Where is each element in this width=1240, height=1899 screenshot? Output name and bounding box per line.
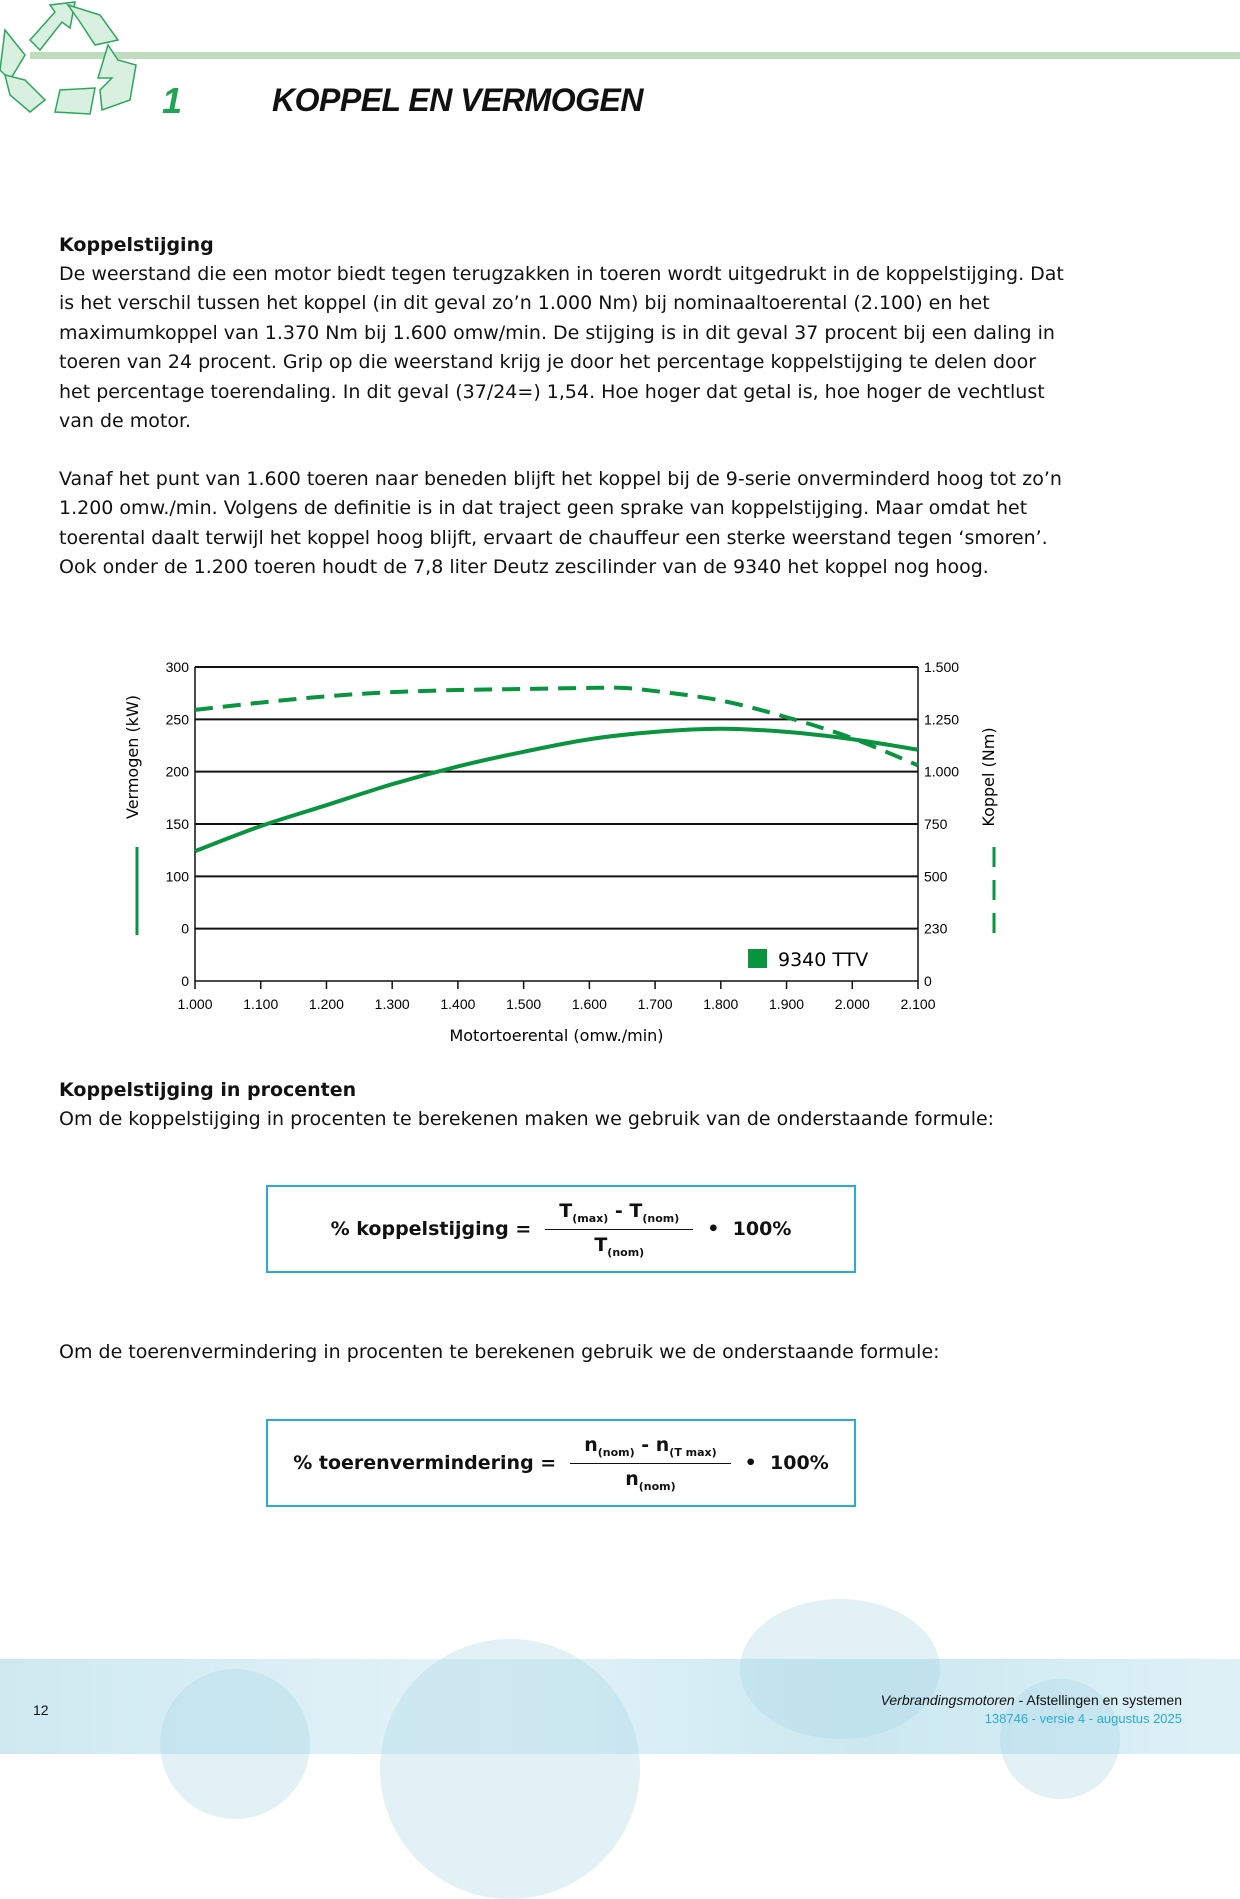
formula-lhs: % toerenvermindering = [293,1452,557,1474]
x-tick-label: 1.200 [308,996,344,1012]
x-tick-label: 1.300 [374,996,410,1012]
y-right-axis-label: Koppel (Nm) [979,727,998,827]
y-left-tick-label: 150 [165,816,189,832]
fraction: $\frac{T_{(max)} - T_{(nom)}}{T_{(nom)}}$ [545,1200,693,1259]
x-tick-label: 1.800 [703,996,739,1012]
formula-lhs: % koppelstijging = [330,1218,532,1240]
chapter-number: 1 [162,80,183,121]
y-left-tick-label: 0 [181,920,189,937]
power-curve [195,729,918,851]
version-info: 138746 - versie 4 - augustus 2025 [984,1711,1182,1726]
x-tick-label: 1.900 [769,996,805,1012]
y-left-tick-label: 200 [165,763,189,780]
formula-rhs: • 100% [707,1218,792,1240]
footer [0,1659,1240,1754]
fraction: $\frac{n_{(nom)} - n_{(T max)}}{n_{(nom)}}$ [570,1434,730,1493]
x-axis-label: Motortoerental (omw./min) [449,1026,664,1045]
x-tick-label: 1.600 [571,996,607,1012]
y-left-tick-label: 300 [165,659,189,675]
formula-toerenvermindering [266,1419,856,1507]
paragraph: Om de toerenvermindering in procenten te berekenen gebruik we de onderstaande formule: [59,1341,940,1363]
paragraph: Om de koppelstijging in procenten te berekenen maken we gebruik van de onderstaande formule: [59,1108,995,1130]
y-left-tick-label: 0 [181,973,189,989]
y-left-axis-label: Vermogen (kW) [123,694,142,820]
y-right-tick-label: 500 [924,868,948,885]
legend-label: 9340 TTV [778,949,869,971]
x-tick-label: 1.500 [506,996,542,1012]
y-right-tick-label: 0 [924,973,932,989]
book-title: Verbrandingsmotoren - Afstellingen en systemen [880,1692,1182,1708]
formula-koppelstijging [266,1185,856,1273]
paragraph: De weerstand die een motor biedt tegen terugzakken in toeren wordt uitgedrukt in de koppelstijging. Dat is het verschil tussen het koppel (in dit geval zo’n 1.000 Nm) bij nominaaltoerental (2.100) en het maximumkoppel van 1.370 Nm bij 1.600 omw/min. De stijging is in dit geval 37 procent bij een daling in toeren van 24 procent. Grip op die weerstand krijg je door het percentage koppelstijging te delen door het percentage toerendaling. In dit geval (37/24=) 1,54. Hoe hoger dat getal is, hoe hoger de vechtlust van de motor. [59,263,1064,433]
y-right-tick-label: 1.250 [924,711,960,728]
recycle-arrows-icon [0,0,140,120]
paragraph: Vanaf het punt van 1.600 toeren naar beneden blijft het koppel bij de 9-serie onverminderd hoog tot zo’n 1.200 omw./min. Volgens de definitie is in dat traject geen sprake van koppelstijging. Maar omdat het toerental daalt terwijl het koppel hoog blijft, ervaart de chauffeur een sterke weerstand tegen ‘smoren’. Ook onder de 1.200 toeren houdt de 7,8 liter Deutz zescilinder van de 9340 het koppel nog hoog. [59,468,1062,579]
y-right-tick-label: 1.500 [924,659,960,675]
x-tick-label: 1.000 [177,996,213,1012]
y-right-tick-label: 750 [924,816,948,832]
x-tick-label: 1.700 [637,996,673,1012]
formula-rhs: • 100% [744,1452,829,1474]
torque-curve [195,688,918,766]
page-number: 12 [33,1702,49,1718]
page-title: KOPPEL EN VERMOGEN [272,82,643,118]
x-tick-label: 2.000 [834,996,870,1012]
power-torque-chart [100,640,1040,1060]
header-rule [30,52,1240,59]
x-tick-label: 1.100 [243,996,279,1012]
x-tick-label: 1.400 [440,996,476,1012]
section-heading: Koppelstijging [59,234,214,256]
x-tick-label: 2.100 [900,996,936,1012]
y-left-tick-label: 100 [165,868,189,885]
section-heading: Koppelstijging in procenten [59,1079,357,1101]
legend-swatch [748,949,767,968]
y-right-tick-label: 230 [924,920,948,937]
y-right-tick-label: 1.000 [924,763,960,780]
y-left-tick-label: 250 [165,711,189,728]
